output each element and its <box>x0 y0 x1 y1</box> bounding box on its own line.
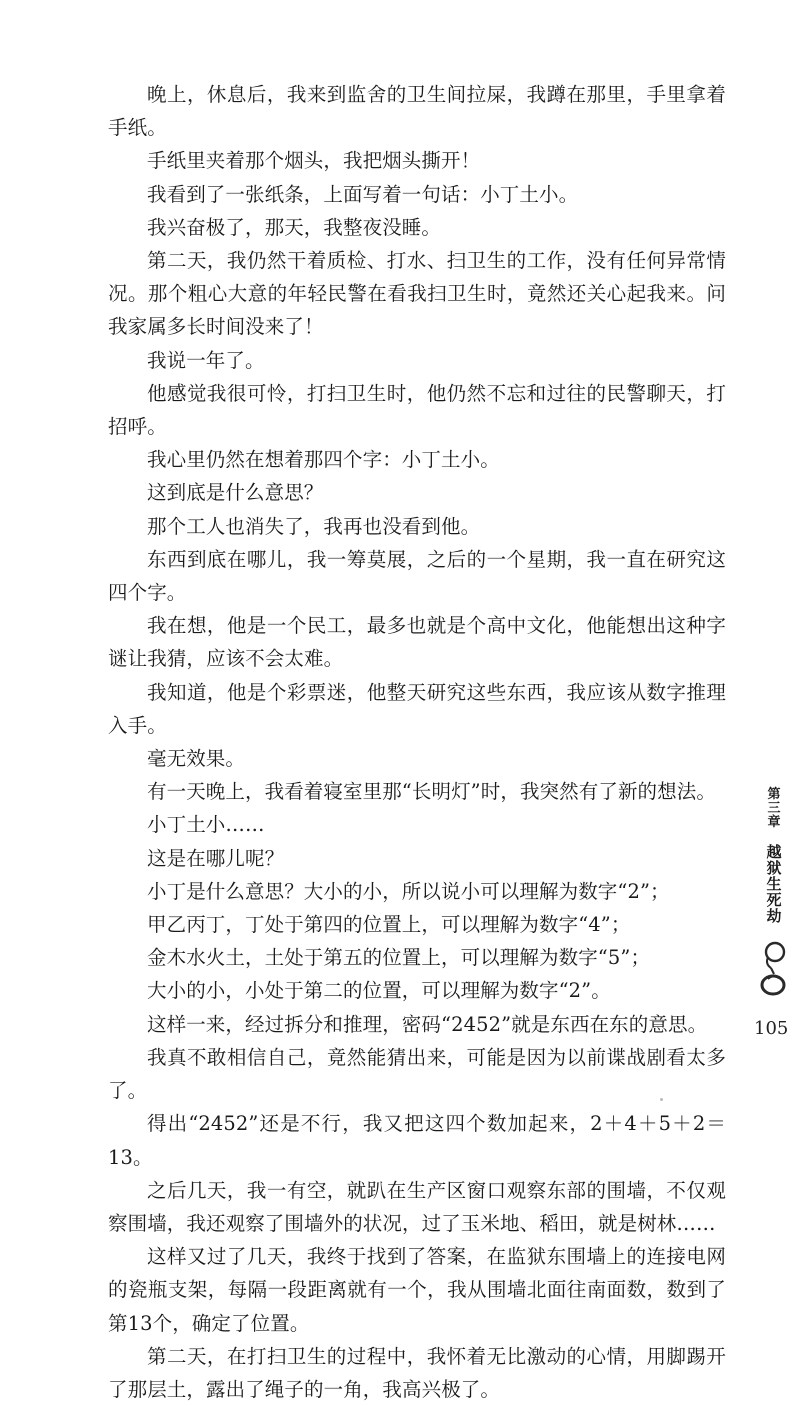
paragraph: 这样一来，经过拆分和推理，密码“2452”就是东西在东的意思。 <box>147 1012 708 1036</box>
paragraph: 我心里仍然在想着那四个字：小丁土小。 <box>147 448 500 472</box>
paragraph: 手纸里夹着那个烟头，我把烟头撕开！ <box>147 149 481 173</box>
paragraph: 东西到底在哪儿，我一筹莫展，之后的一个星期，我一直在研究这四个字。 <box>108 547 726 605</box>
paragraph: 我真不敢相信自己，竟然能猜出来，可能是因为以前谍战剧看太多了。 <box>108 1045 726 1103</box>
paragraph: 这到底是什么意思？ <box>147 481 324 505</box>
paragraph: 我看到了一张纸条，上面写着一句话：小丁土小。 <box>147 182 579 206</box>
handcuff-icon <box>759 938 789 1000</box>
paragraph: 甲乙丙丁，丁处于第四的位置上，可以理解为数字“4”； <box>147 913 631 937</box>
paragraph: 小丁是什么意思？大小的小，所以说小可以理解为数字“2”； <box>147 879 670 903</box>
chapter-side-tab <box>757 788 791 1000</box>
paragraph: 金木水火土，土处于第五的位置上，可以理解为数字“5”； <box>147 946 651 970</box>
paragraph: 有一天晚上，我看着寝室里那“长明灯”时，我突然有了新的想法。 <box>147 780 716 804</box>
paragraph: 我说一年了。 <box>147 348 265 372</box>
paragraph: 他感觉我很可怜，打扫卫生时，他仍然不忘和过往的民警聊天，打招呼。 <box>108 381 726 439</box>
paragraph: 那个工人也消失了，我再也没看到他。 <box>147 514 481 538</box>
page-number: 105 <box>754 1018 789 1039</box>
paragraph: 大小的小，小处于第二的位置，可以理解为数字“2”。 <box>147 979 611 1003</box>
paragraph: 得出“2452”还是不行，我又把这四个数加起来，2＋4＋5＋2＝13。 <box>108 1112 726 1169</box>
chapter-label: 第三章 <box>767 787 781 830</box>
paragraph: 晚上，休息后，我来到监舍的卫生间拉屎，我蹲在那里，手里拿着手纸。 <box>108 83 726 140</box>
scan-speck <box>660 1098 663 1101</box>
paragraph: 第二天，我仍然干着质检、打水、扫卫生的工作，没有任何异常情况。那个粗心大意的年轻民警在看我扫卫生时，竟然还关心起我来。问我家属多长时间没来了！ <box>108 249 726 339</box>
paragraph: 这是在哪儿呢？ <box>147 846 285 870</box>
body-text <box>108 78 726 1406</box>
chapter-title: 越狱生死劫 <box>766 843 782 925</box>
paragraph: 之后几天，我一有空，就趴在生产区窗口观察东部的围墙，不仅观察围墙，我还观察了围墙外的状况，过了玉米地、稻田，就是树林…… <box>108 1178 726 1235</box>
paragraph: 毫无效果。 <box>147 747 246 771</box>
paragraph: 小丁土小…… <box>147 813 265 837</box>
paragraph: 我在想，他是一个民工，最多也就是个高中文化，他能想出这种字谜让我猜，应该不会太难。 <box>108 614 726 671</box>
paragraph: 第二天，在打扫卫生的过程中，我怀着无比激动的心情，用脚踢开了那层土，露出了绳子的一角，我高兴极了。 <box>108 1344 726 1401</box>
paragraph: 我兴奋极了，那天，我整夜没睡。 <box>147 215 442 239</box>
paragraph: 我知道，他是个彩票迷，他整天研究这些东西，我应该从数字推理入手。 <box>108 680 726 737</box>
paragraph: 这样又过了几天，我终于找到了答案，在监狱东围墙上的连接电网的瓷瓶支架，每隔一段距离就有一个，我从围墙北面往南面数，数到了第13个，确定了位置。 <box>108 1245 726 1335</box>
